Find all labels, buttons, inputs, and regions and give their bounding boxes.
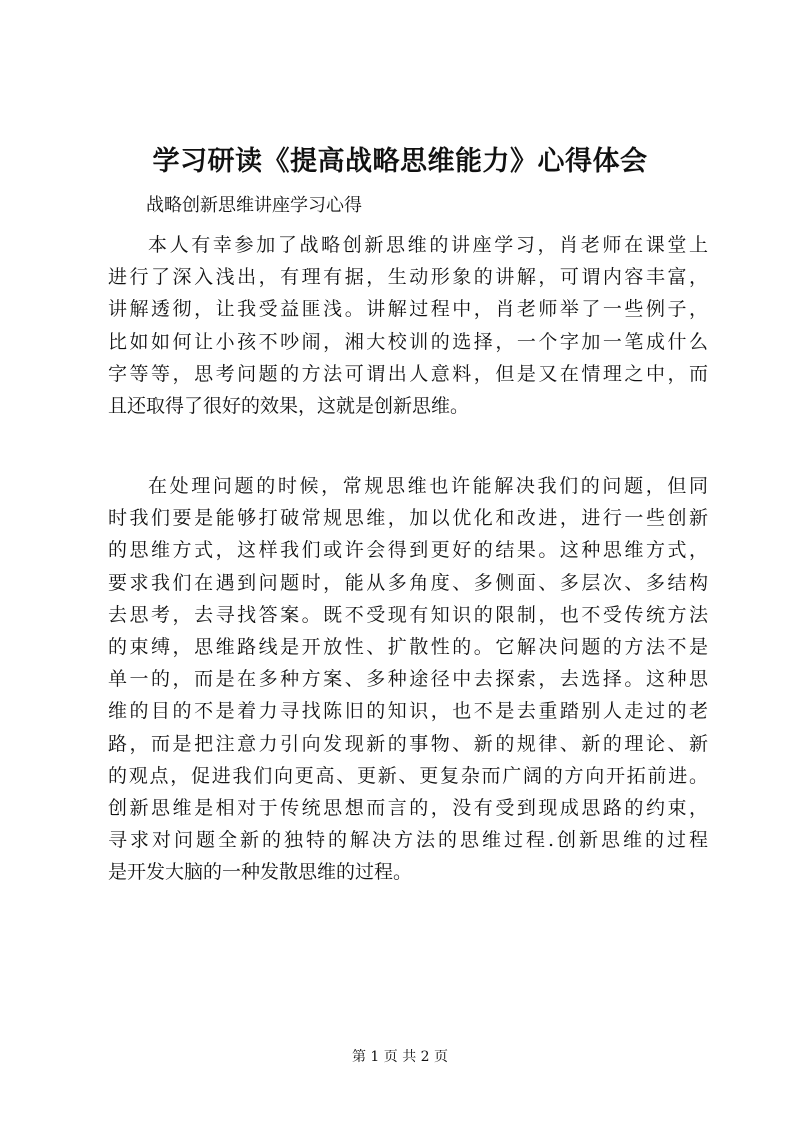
paragraph-line: 是开发大脑的一种发散思维的过程。 bbox=[108, 861, 413, 884]
paragraph-1 bbox=[108, 229, 708, 422]
document-title: 学习研读《提高战略思维能力》心得体会 bbox=[152, 146, 648, 177]
paragraph-line: 本人有幸参加了战略创新思维的讲座学习，肖老师在课堂上 bbox=[148, 234, 708, 256]
paragraph-line: 单一的，而是在多种方案、多种途径中去探索，去选择。这种思 bbox=[108, 668, 708, 691]
paragraph-line: 创新思维是相对于传统思想而言的，没有受到现成思路的约束， bbox=[108, 797, 708, 820]
paragraph-line: 时我们要是能够打破常规思维，加以优化和改进，进行一些创新 bbox=[108, 507, 708, 530]
paragraph-line: 要求我们在遇到问题时，能从多角度、多侧面、多层次、多结构 bbox=[108, 571, 708, 594]
paragraph-line: 路，而是把注意力引向发现新的事物、新的规律、新的理论、新 bbox=[108, 732, 708, 755]
paragraph-line: 且还取得了很好的效果，这就是创新思维。 bbox=[108, 395, 470, 418]
paragraph-2 bbox=[108, 470, 708, 889]
paragraph-line: 进行了深入浅出，有理有据，生动形象的讲解，可谓内容丰富， bbox=[108, 266, 708, 289]
paragraph-line: 字等等，思考问题的方法可谓出人意料，但是又在情理之中，而 bbox=[108, 362, 708, 385]
document-subtitle: 战略创新思维讲座学习心得 bbox=[146, 195, 362, 216]
paragraph-line: 讲解透彻，让我受益匪浅。讲解过程中，肖老师举了一些例子， bbox=[108, 298, 708, 321]
paragraph-line: 去思考，去寻找答案。既不受现有知识的限制，也不受传统方法 bbox=[108, 603, 708, 626]
paragraph-line: 维的目的不是着力寻找陈旧的知识，也不是去重踏别人走过的老 bbox=[108, 700, 708, 723]
page-number-footer: 第 1 页 共 2 页 bbox=[351, 1049, 449, 1065]
paragraph-line: 的观点，促进我们向更高、更新、更复杂而广阔的方向开拓前进。 bbox=[108, 764, 708, 787]
paragraph-line: 的思维方式，这样我们或许会得到更好的结果。这种思维方式， bbox=[108, 539, 708, 562]
paragraph-line: 比如如何让小孩不吵闹，湘大校训的选择，一个字加一笔成什么 bbox=[108, 330, 708, 353]
paragraph-line: 在处理问题的时候，常规思维也许能解决我们的问题，但同 bbox=[148, 475, 708, 497]
paragraph-line: 寻求对问题全新的独特的解决方法的思维过程.创新思维的过程 bbox=[108, 829, 708, 852]
paragraph-line: 的束缚，思维路线是开放性、扩散性的。它解决问题的方法不是 bbox=[108, 636, 708, 659]
